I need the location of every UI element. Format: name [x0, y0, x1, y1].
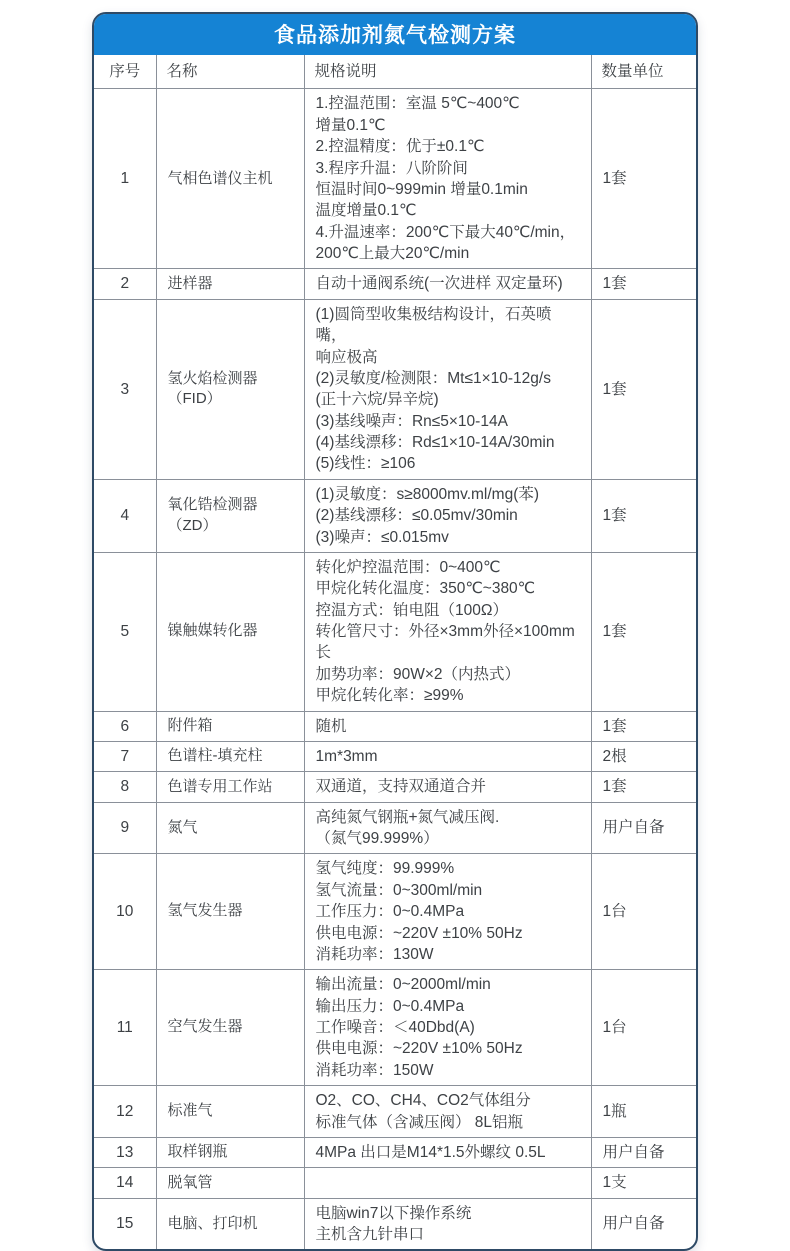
spec-line: 3.程序升温：八阶阶间: [315, 159, 468, 177]
row-qty-cell: 1台: [591, 854, 696, 970]
row-qty-cell: 用户自备: [591, 1198, 696, 1249]
row-qty-cell: 1套: [591, 552, 696, 711]
row-qty-cell: 用户自备: [591, 1137, 696, 1167]
plan-card: [92, 12, 698, 1251]
spec-line: (1)圆筒型收集极结构设计，石英喷嘴，: [315, 305, 552, 345]
row-name-cell: 镍触媒转化器: [156, 552, 304, 711]
spec-line: 消耗功率：130W: [315, 945, 434, 963]
row-no-cell: 14: [94, 1168, 156, 1198]
spec-line: 响应极高: [315, 348, 378, 366]
spec-line: 氢气纯度：99.999%: [315, 860, 455, 878]
row-spec-cell: [304, 1137, 591, 1167]
col-header-no: 序号: [94, 55, 156, 89]
row-spec-cell: [304, 479, 591, 552]
row-no-cell: 2: [94, 269, 156, 299]
spec-line: 1m*3mm: [315, 747, 378, 765]
row-no-cell: 5: [94, 552, 156, 711]
spec-line: 随机: [315, 717, 347, 735]
col-header-name: 名称: [156, 55, 304, 89]
spec-line: 标准气体（含减压阀） 8L铝瓶: [315, 1113, 524, 1131]
row-qty-cell: 1瓶: [591, 1086, 696, 1138]
row-name-cell: 取样钢瓶: [156, 1137, 304, 1167]
row-qty-cell: 1套: [591, 479, 696, 552]
row-name-cell: 氮气: [156, 802, 304, 854]
row-spec-cell: [304, 772, 591, 802]
spec-line: 恒温时间0~999min 增量0.1min: [315, 180, 528, 198]
row-no-cell: 4: [94, 479, 156, 552]
table-row: [94, 711, 696, 741]
spec-line: 控温方式：铂电阻（100Ω）: [315, 601, 508, 619]
row-spec-cell: [304, 711, 591, 741]
table-row: [94, 89, 696, 269]
row-no-cell: 10: [94, 854, 156, 970]
spec-line: 主机含九针串口: [315, 1226, 425, 1243]
row-no-cell: 7: [94, 741, 156, 771]
spec-line: 高纯氮气钢瓶+氮气减压阀.: [315, 808, 500, 826]
spec-line: (正十六烷/异辛烷): [315, 391, 439, 409]
spec-line: 甲烷化转化温度：350℃~380℃: [315, 580, 536, 598]
table-row: [94, 299, 696, 479]
row-name-cell: 氧化锆检测器（ZD）: [156, 479, 304, 552]
row-name-cell: 标准气: [156, 1086, 304, 1138]
spec-line: 增量0.1℃: [315, 116, 386, 134]
row-no-cell: 12: [94, 1086, 156, 1138]
row-no-cell: 8: [94, 772, 156, 802]
table-row: [94, 269, 696, 299]
table-row: [94, 479, 696, 552]
row-qty-cell: 1支: [591, 1168, 696, 1198]
spec-line: (2)基线漂移：≤0.05mv/30min: [315, 507, 518, 525]
row-spec-cell: [304, 1198, 591, 1249]
spec-line: 4MPa 出口是M14*1.5外螺纹 0.5L: [315, 1143, 546, 1161]
spec-line: 双通道，支持双通道合并: [315, 778, 487, 796]
spec-line: 供电电源：~220V ±10% 50Hz: [315, 924, 523, 942]
row-no-cell: 15: [94, 1198, 156, 1249]
row-name-cell: 气相色谱仪主机: [156, 89, 304, 269]
row-spec-cell: [304, 1086, 591, 1138]
spec-line: 4.升温速率：200℃下最大40℃/min，: [315, 223, 576, 241]
row-spec-cell: [304, 89, 591, 269]
spec-line: 温度增量0.1℃: [315, 202, 417, 220]
row-spec-cell: [304, 741, 591, 771]
spec-line: 自动十通阀系统(一次进样 双定量环): [315, 275, 563, 293]
table-row: [94, 854, 696, 970]
table-header-row: [94, 55, 696, 89]
table-row: [94, 970, 696, 1086]
row-qty-cell: 1台: [591, 970, 696, 1086]
row-qty-cell: 1套: [591, 711, 696, 741]
spec-line: (1)灵敏度：s≥8000mv.ml/mg(苯): [315, 485, 540, 503]
spec-line: 1.控温范围：室温 5℃~400℃: [315, 95, 520, 113]
spec-line: 2.控温精度：优于±0.1℃: [315, 138, 485, 156]
row-spec-cell: [304, 970, 591, 1086]
spec-line: 转化炉控温范围：0~400℃: [315, 558, 501, 576]
row-no-cell: 11: [94, 970, 156, 1086]
table-row: [94, 1168, 696, 1198]
table-row: [94, 1137, 696, 1167]
spec-line: (4)基线漂移：Rd≤1×10-14A/30min: [315, 434, 555, 451]
row-no-cell: 13: [94, 1137, 156, 1167]
table-row: [94, 772, 696, 802]
spec-line: 200℃上最大20℃/min: [315, 245, 470, 262]
row-spec-cell: [304, 299, 591, 479]
row-qty-cell: 1套: [591, 772, 696, 802]
table-row: [94, 741, 696, 771]
row-name-cell: 空气发生器: [156, 970, 304, 1086]
spec-line: 输出压力：0~0.4MPa: [315, 997, 465, 1015]
spec-line: 加势功率：90W×2（内热式）: [315, 665, 521, 683]
spec-line: O2、CO、CH4、CO2气体组分: [315, 1092, 531, 1110]
row-qty-cell: 1套: [591, 89, 696, 269]
spec-line: 转化管尺寸：外径×3mm外径×100mm长: [315, 623, 575, 662]
row-spec-cell: [304, 269, 591, 299]
row-qty-cell: 2根: [591, 741, 696, 771]
row-spec-cell: [304, 552, 591, 711]
row-name-cell: 氢火焰检测器（FID）: [156, 299, 304, 479]
spec-line: 供电电源：~220V ±10% 50Hz: [315, 1040, 523, 1058]
table-row: [94, 1198, 696, 1249]
row-spec-cell: [304, 854, 591, 970]
row-qty-cell: 用户自备: [591, 802, 696, 854]
page-title: 食品添加剂氮气检测方案: [94, 14, 696, 55]
row-qty-cell: 1套: [591, 269, 696, 299]
row-name-cell: 进样器: [156, 269, 304, 299]
row-name-cell: 电脑、打印机: [156, 1198, 304, 1249]
spec-line: 消耗功率：150W: [315, 1061, 434, 1079]
col-header-qty: 数量单位: [591, 55, 696, 89]
row-spec-cell: [304, 802, 591, 854]
table-row: [94, 802, 696, 854]
row-spec-cell: [304, 1168, 591, 1198]
row-name-cell: 色谱专用工作站: [156, 772, 304, 802]
spec-line: 电脑win7以下操作系统: [315, 1204, 472, 1222]
spec-line: 工作噪音：＜40Dbd(A): [315, 1019, 475, 1036]
spec-table: [94, 55, 696, 1249]
row-no-cell: 6: [94, 711, 156, 741]
row-name-cell: 附件箱: [156, 711, 304, 741]
row-no-cell: 3: [94, 299, 156, 479]
spec-line: 氢气流量：0~300ml/min: [315, 881, 483, 899]
row-no-cell: 1: [94, 89, 156, 269]
spec-line: 输出流量：0~2000ml/min: [315, 976, 491, 994]
row-name-cell: 氢气发生器: [156, 854, 304, 970]
row-no-cell: 9: [94, 802, 156, 854]
table-row: [94, 552, 696, 711]
spec-line: (3)噪声：≤0.015mv: [315, 528, 449, 546]
spec-line: 工作压力：0~0.4MPa: [315, 903, 465, 921]
spec-line: (3)基线噪声：Rn≤5×10-14A: [315, 412, 508, 430]
spec-line: （氮气99.999%）: [315, 830, 439, 847]
spec-line: (2)灵敏度/检测限：Mt≤1×10-12g/s: [315, 369, 551, 387]
row-name-cell: 色谱柱-填充柱: [156, 741, 304, 771]
row-qty-cell: 1套: [591, 299, 696, 479]
spec-line: 甲烷化转化率：≥99%: [315, 687, 464, 705]
table-row: [94, 1086, 696, 1138]
spec-line: (5)线性：≥106: [315, 455, 416, 473]
row-name-cell: 脱氧管: [156, 1168, 304, 1198]
col-header-spec: 规格说明: [304, 55, 591, 89]
